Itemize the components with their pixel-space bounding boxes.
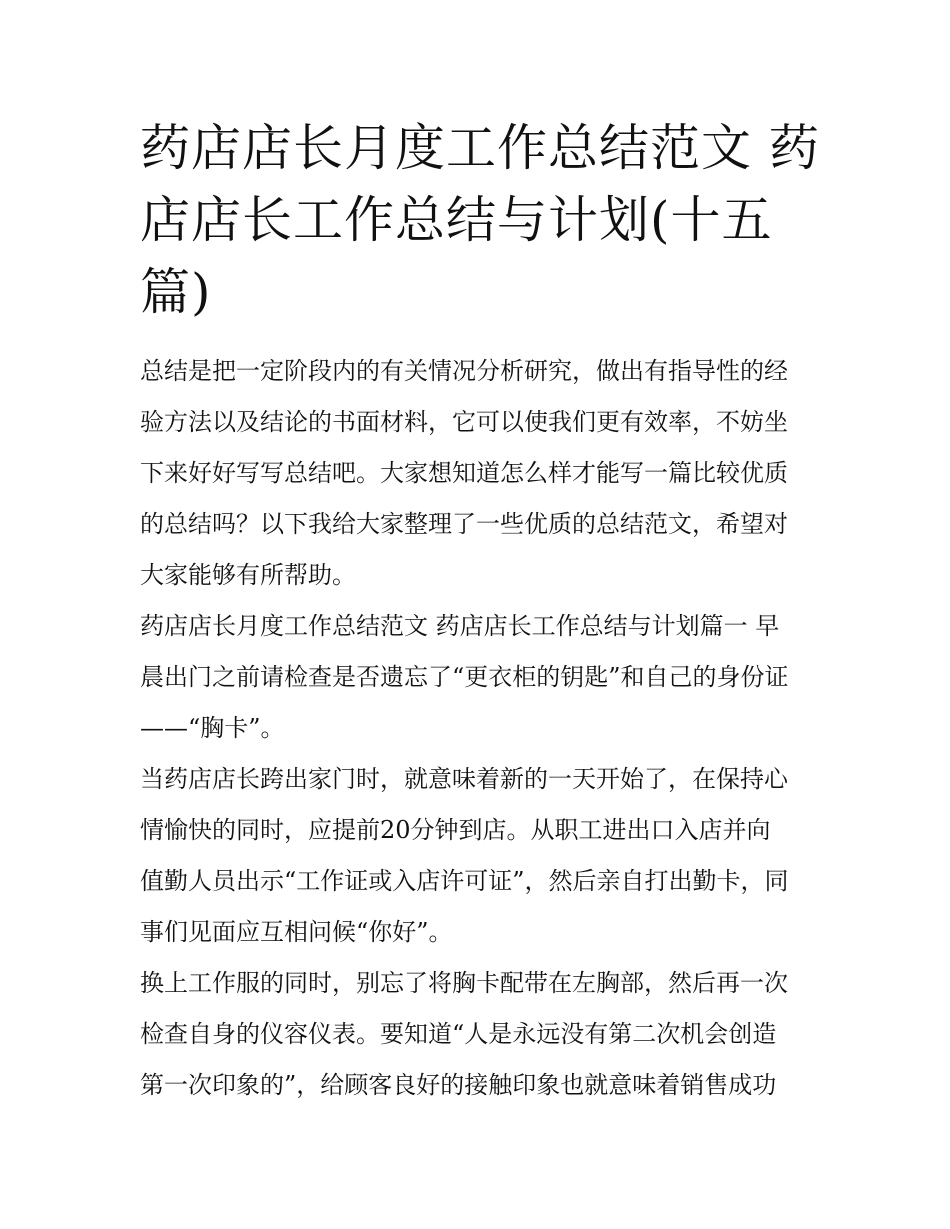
paragraph-uniform (140, 958, 812, 1111)
title-line: 店店长工作总结与计划(十五 (140, 191, 773, 249)
text-line: 下来好好写写总结吧。大家想知道怎么样才能写一篇比较优质 (140, 459, 788, 487)
text-line: 晨出门之前请检查是否遗忘了“更衣柜的钥匙”和自己的身份证 (140, 663, 789, 691)
text-line: 事们见面应互相问候“你好”。 (140, 918, 453, 946)
text-line: 第一次印象的”，给顾客良好的接触印象也就意味着销售成功 (140, 1071, 777, 1099)
text-line: 换上工作服的同时，别忘了将胸卡配带在左胸部，然后再一次 (140, 969, 788, 997)
text-line: 检查自身的仪容仪表。要知道“人是永远没有第二次机会创造 (140, 1020, 777, 1048)
text-line: 值勤人员出示“工作证或入店许可证”，然后亲自打出勤卡，同 (140, 867, 789, 895)
document-page (140, 112, 820, 1111)
paragraph-intro (140, 346, 812, 601)
paragraph-arrival (140, 754, 812, 958)
text-line: 情愉快的同时，应提前20分钟到店。从职工进出口入店并向 (140, 816, 771, 844)
text-line: 的总结吗？以下我给大家整理了一些优质的总结范文，希望对 (140, 510, 788, 538)
title-line: 篇) (140, 263, 212, 321)
text-line: 验方法以及结论的书面材料，它可以使我们更有效率，不妨坐 (140, 408, 788, 436)
paragraph-section-one (140, 601, 812, 754)
text-line: 当药店店长跨出家门时，就意味着新的一天开始了，在保持心 (140, 765, 788, 793)
document-body (140, 346, 812, 1111)
text-line: ——“胸卡”。 (140, 714, 285, 742)
document-title (140, 112, 820, 328)
text-line: 总结是把一定阶段内的有关情况分析研究，做出有指导性的经 (140, 357, 788, 385)
text-line: 药店店长月度工作总结范文 药店店长工作总结与计划篇一 早 (140, 612, 780, 640)
text-line: 大家能够有所帮助。 (140, 561, 356, 589)
title-line: 药店店长月度工作总结范文 药 (140, 119, 820, 177)
